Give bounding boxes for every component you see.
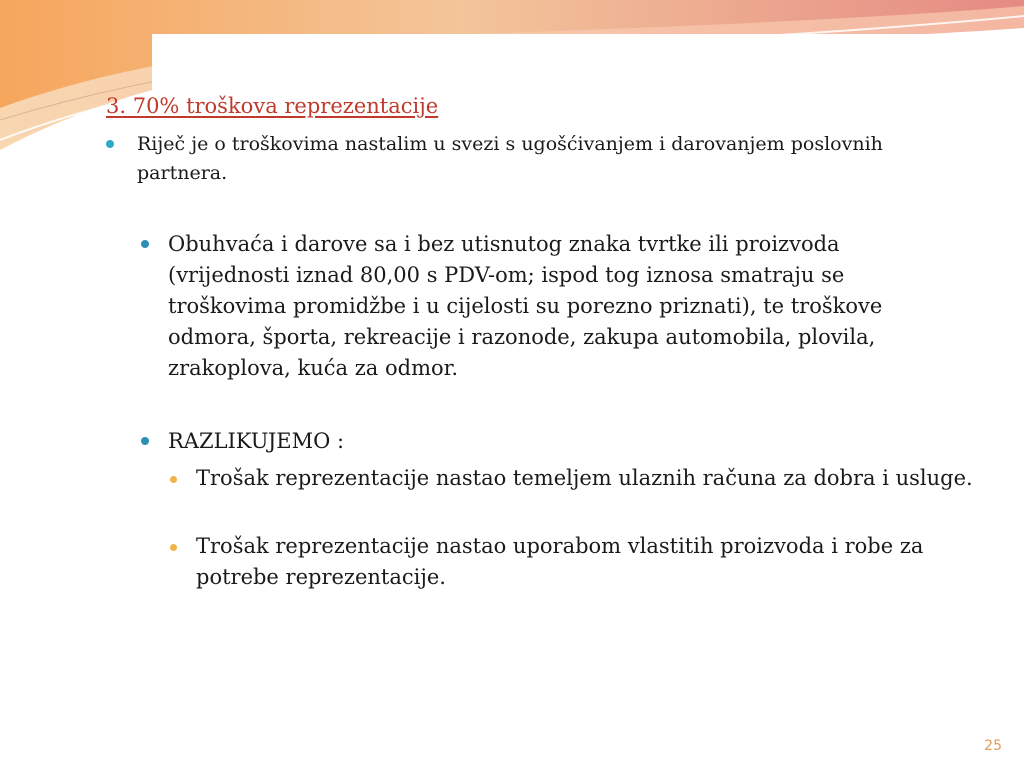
bullet-item: [141, 229, 958, 384]
sub-bullet-item: [170, 463, 986, 494]
bullet-dot-icon: [141, 437, 149, 445]
bullet-text: Trošak reprezentacije nastao temeljem ulaznih računa za dobra i usluge.: [196, 466, 973, 490]
bullet-text: Riječ je o troškovima nastalim u svezi s ugošćivanjem i darovanjem poslovnih partnera.: [137, 133, 883, 184]
bullet-dot-icon: [141, 240, 149, 248]
bullet-dot-icon: [170, 476, 177, 483]
bullet-text: Obuhvaća i darove sa i bez utisnutog znaka tvrtke ili proizvoda (vrijednosti iznad 80,00 s PDV-om; ispod tog iznosa smatraju se troškovima promidžbe i u cijelosti su porezno priznati), te troškove odmora, športa, rekreacije i razonode, zakupa automobila, plovila, zrakoplova, kuća za odmor.: [168, 232, 883, 380]
bullet-item: [106, 130, 977, 188]
bullet-dot-icon: [170, 544, 177, 551]
bullet-dot-icon: [106, 140, 114, 148]
bullet-text: Trošak reprezentacije nastao uporabom vlastitih proizvoda i robe za potrebe reprezentacije.: [196, 534, 924, 589]
page-number: 25: [984, 738, 1002, 754]
bullet-item: [141, 426, 958, 457]
bullet-text: RAZLIKUJEMO :: [168, 429, 345, 453]
slide-heading: 3. 70% troškova reprezentacije: [106, 94, 439, 118]
sub-bullet-item: [170, 531, 986, 593]
